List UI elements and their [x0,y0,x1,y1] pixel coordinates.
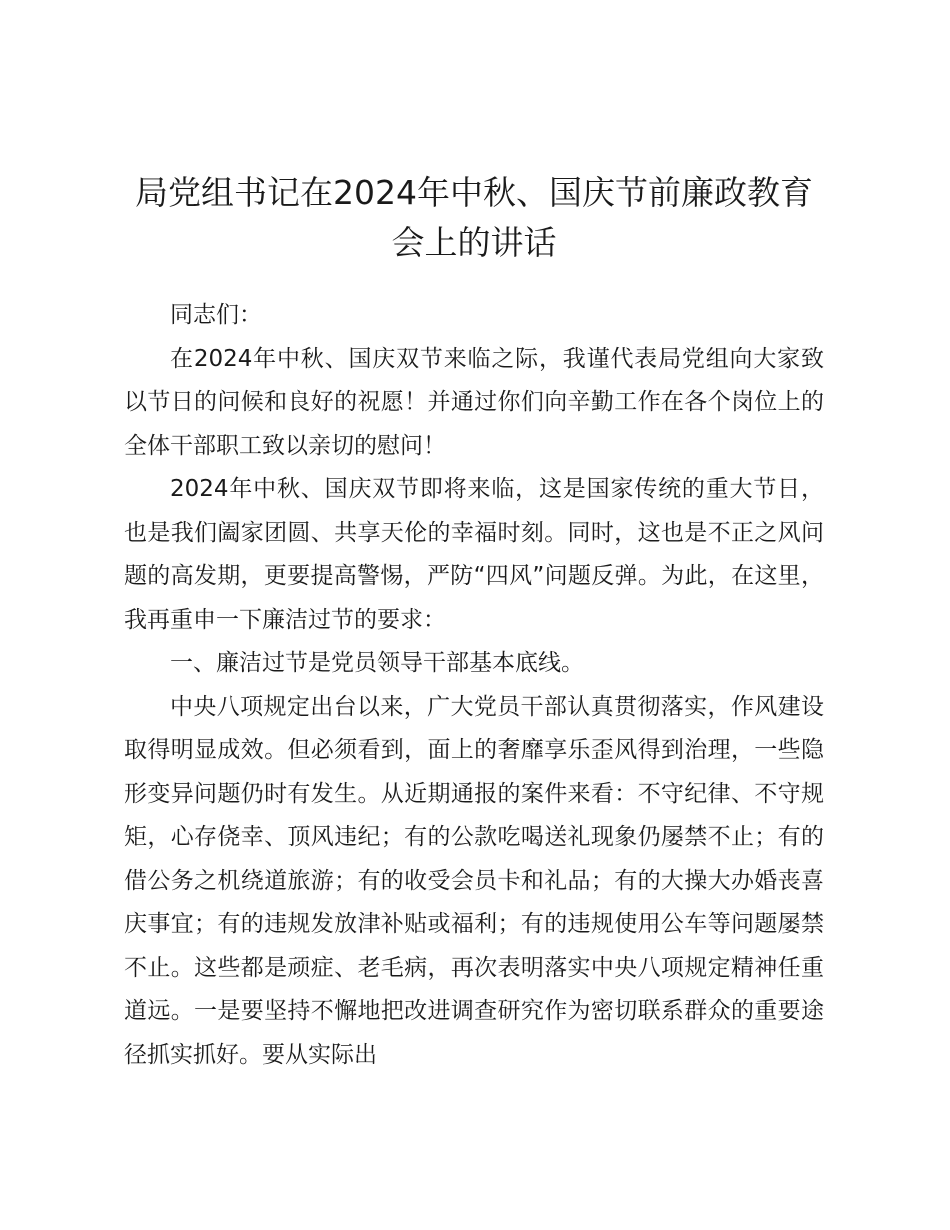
document-page [124,168,824,1077]
document-body [124,294,824,1077]
paragraph-festival: 2024年中秋、国庆双节即将来临，这是国家传统的重大节日，也是我们阖家团圆、共享天伦的幸福时刻。同时，这也是不正之风问题的高发期，更要提高警惕，严防“四风”问题反弹。为此，在这里，我再重申一下廉洁过节的要求： [124,476,824,633]
paragraph-eight-rules: 中央八项规定出台以来，广大党员干部认真贯彻落实，作风建设取得明显成效。但必须看到，面上的奢靡享乐歪风得到治理，一些隐形变异问题仍时有发生。从近期通报的案件来看：不守纪律、不守规矩，心存侥幸、顶风违纪；有的公款吃喝送礼现象仍屡禁不止；有的借公务之机绕道旅游；有的收受会员卡和礼品；有的大操大办婚丧喜庆事宜；有的违规发放津补贴或福利；有的违规使用公车等问题屡禁不止。这些都是顽症、老毛病，再次表明落实中央八项规定精神任重道远。一是要坚持不懈地把改进调查研究作为密切联系群众的重要途径抓实抓好。要从实际出 [124,693,824,1068]
section-heading-1: 一、廉洁过节是党员领导干部基本底线。 [170,650,584,676]
salutation: 同志们： [170,302,262,328]
paragraph-greeting: 在2024年中秋、国庆双节来临之际，我谨代表局党组向大家致以节日的问候和良好的祝愿！并通过你们向辛勤工作在各个岗位上的全体干部职工致以亲切的慰问！ [124,345,824,459]
document-title: 局党组书记在2024年中秋、国庆节前廉政教育会上的讲话 [135,173,813,262]
